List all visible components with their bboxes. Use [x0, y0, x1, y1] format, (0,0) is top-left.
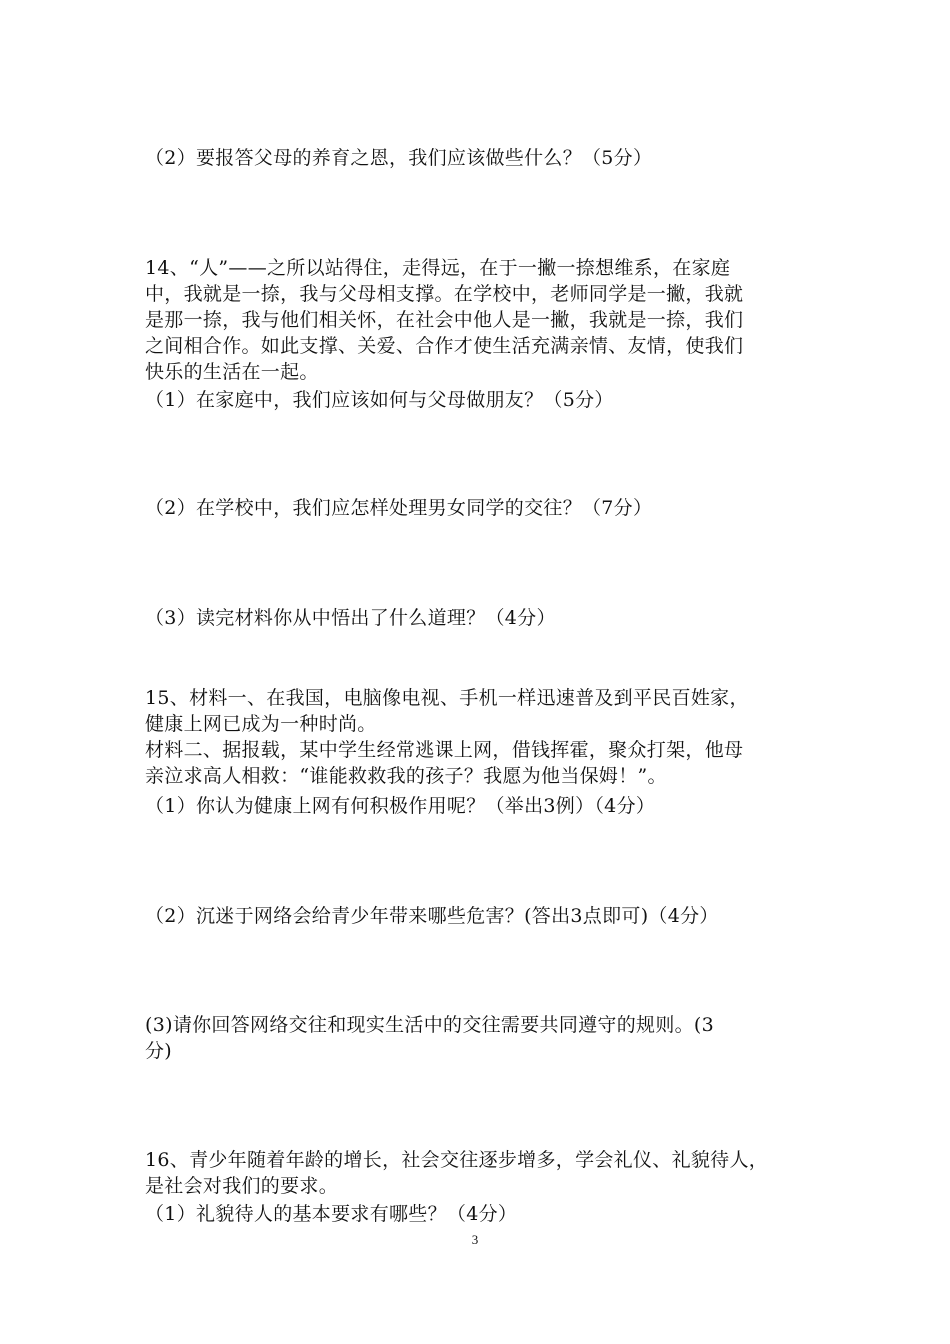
q14-stem-line: 快乐的生活在一起。 — [145, 361, 319, 383]
q13-part2-prompt: （2）要报答父母的养育之恩，我们应该做些什么？（5分） — [145, 147, 653, 169]
q15-part3-prompt-line: (3)请你回答网络交往和现实生活中的交往需要共同遵守的规则。(3 — [145, 1014, 715, 1036]
q15-part3-prompt-line: 分) — [145, 1040, 173, 1062]
q15-stem-line: 材料二、据报载，某中学生经常逃课上网，借钱挥霍，聚众打架，他母 — [145, 739, 744, 761]
q14-stem-line: 中，我就是一捺，我与父母相支撑。在学校中，老师同学是一撇，我就 — [145, 283, 744, 305]
q14-stem-line: 是那一捺，我与他们相关怀，在社会中他人是一撇，我就是一捺，我们 — [145, 309, 744, 331]
q14-stem-line: 14、“人”——之所以站得住，走得远，在于一撇一捺想维系，在家庭 — [145, 257, 731, 279]
q16-stem-line: 是社会对我们的要求。 — [145, 1175, 339, 1197]
q15-part2-prompt: （2）沉迷于网络会给青少年带来哪些危害？(答出3点即可)（4分） — [145, 905, 719, 927]
q16-stem-line: 16、青少年随着年龄的增长，社会交往逐步增多，学会礼仪、礼貌待人， — [145, 1149, 769, 1171]
q15-stem-line: 健康上网已成为一种时尚。 — [145, 713, 377, 735]
q14-stem-line: 之间相合作。如此支撑、关爱、合作才使生活充满亲情、友情，使我们 — [145, 335, 744, 357]
q14-part2-prompt: （2）在学校中，我们应怎样处理男女同学的交往？（7分） — [145, 497, 653, 519]
q15-stem-line: 亲泣求高人相救：“谁能救救我的孩子？我愿为他当保姆！”。 — [145, 765, 667, 787]
q14-part1-prompt: （1）在家庭中，我们应该如何与父母做朋友？（5分） — [145, 389, 614, 411]
q16-part1-prompt: （1）礼貌待人的基本要求有哪些？（4分） — [145, 1203, 518, 1225]
q15-part1-prompt: （1）你认为健康上网有何积极作用呢？（举出3例）（4分） — [145, 795, 656, 817]
q14-part3-prompt: （3）读完材料你从中悟出了什么道理？（4分） — [145, 607, 556, 629]
q15-stem-line: 15、材料一、在我国，电脑像电视、手机一样迅速普及到平民百姓家， — [145, 687, 749, 709]
page-number: 3 — [471, 1232, 479, 1247]
